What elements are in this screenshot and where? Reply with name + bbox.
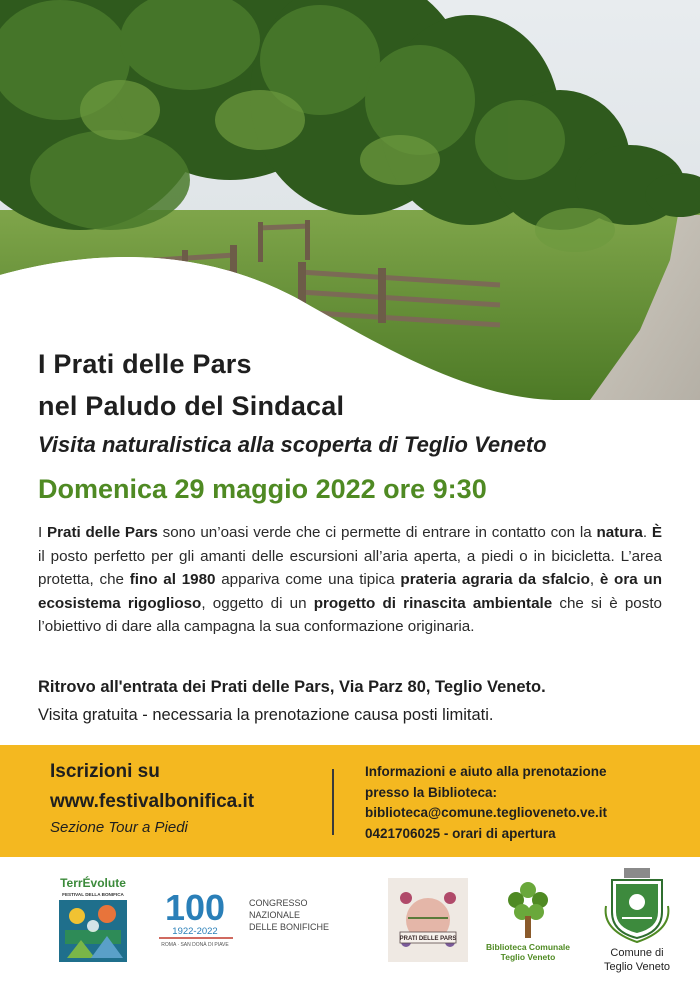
terrevolute-name: TerrÉvolute bbox=[60, 876, 126, 890]
page-subtitle: Visita naturalistica alla scoperta di Teglio Veneto bbox=[38, 432, 547, 457]
congresso-place: ROMA · SAN DONÀ DI PIAVE bbox=[161, 942, 229, 948]
hero-photo bbox=[0, 0, 700, 400]
info-block bbox=[365, 762, 607, 844]
bold-span: Prati delle Pars bbox=[47, 524, 158, 541]
text-span: sono un’oasi verde che ci permette di entrare in contatto con la bbox=[157, 524, 597, 541]
title-line-2: nel Paludo del Sindacal bbox=[38, 391, 345, 421]
logos-row bbox=[0, 862, 700, 990]
landscape-illustration bbox=[0, 0, 700, 400]
registration-block bbox=[50, 761, 254, 836]
bold-span: È bbox=[651, 524, 662, 541]
bold-span: prateria agraria da sfalcio bbox=[400, 571, 590, 588]
info-line-1: Informazioni e aiuto alla prenotazione bbox=[365, 764, 607, 779]
comune-line-2: Teglio Veneto bbox=[603, 961, 671, 973]
prati-delle-pars-logo bbox=[388, 878, 468, 962]
text-span: che si è posto l’obiettivo di dare alla campagna la sua conformazione originaria. bbox=[38, 594, 663, 635]
coat-of-arms-icon bbox=[592, 866, 682, 978]
text-span: il posto perfetto per gli amanti delle escursioni all’aria aperta, a piedi o in bicicletta. L’area protetta, che bbox=[38, 547, 662, 588]
terrevolute-logo bbox=[57, 874, 129, 964]
comune-logo bbox=[592, 866, 682, 978]
text-span: , oggetto di un bbox=[201, 594, 314, 612]
title-line-1: I Prati delle Pars bbox=[38, 349, 252, 379]
text-span: , bbox=[589, 571, 600, 588]
terrevolute-sub: FESTIVAL DELLA BONIFICA bbox=[62, 892, 124, 897]
event-date: Domenica 29 maggio 2022 ore 9:30 bbox=[38, 474, 487, 504]
info-band bbox=[0, 745, 700, 857]
bold-span: è ora un ecosistema rigoglioso bbox=[38, 571, 662, 612]
text-span: appariva come una tipica bbox=[215, 571, 401, 588]
biblioteca-logo bbox=[484, 878, 572, 968]
info-email-link[interactable]: biblioteca@comune.teglioveneto.ve.it bbox=[365, 805, 607, 820]
bold-span: fino al 1980 bbox=[129, 571, 216, 588]
text-span: I bbox=[38, 524, 47, 541]
congresso-icon bbox=[155, 890, 345, 950]
congresso-number: 100 bbox=[164, 890, 226, 928]
text-span: . bbox=[642, 524, 652, 541]
congresso-years: 1922-2022 bbox=[172, 926, 218, 937]
comune-line-1: Comune di bbox=[610, 947, 664, 959]
terrevolute-icon bbox=[57, 874, 129, 964]
prati-delle-pars-icon bbox=[388, 878, 468, 962]
congresso-line-1: CONGRESSO bbox=[249, 898, 308, 908]
free-visit-note: Visita gratuita - necessaria la prenotazione causa posti limitati. bbox=[38, 706, 494, 724]
registration-label: Iscrizioni su bbox=[50, 761, 160, 782]
bold-span: natura bbox=[596, 524, 643, 541]
page-title bbox=[38, 343, 344, 427]
congresso-logo bbox=[155, 890, 345, 950]
band-divider bbox=[332, 769, 334, 835]
biblioteca-line-1: Biblioteca Comunale bbox=[485, 942, 571, 952]
biblioteca-tree-icon bbox=[484, 878, 572, 968]
bold-span: progetto di rinascita ambientale bbox=[313, 594, 553, 612]
description-paragraph bbox=[38, 521, 662, 639]
registration-website-link[interactable]: www.festivalbonifica.it bbox=[50, 791, 255, 812]
info-phone: 0421706025 - orari di apertura bbox=[365, 825, 556, 841]
registration-section: Sezione Tour a Piedi bbox=[50, 819, 188, 836]
info-line-2: presso la Biblioteca: bbox=[365, 784, 498, 800]
prati-label: PRATI DELLE PARS bbox=[399, 936, 457, 942]
biblioteca-line-2: Teglio Veneto bbox=[500, 952, 556, 962]
congresso-line-2: NAZIONALE bbox=[249, 910, 301, 920]
meeting-point: Ritrovo all'entrata dei Prati delle Pars, Via Parz 80, Teglio Veneto. bbox=[38, 678, 546, 696]
congresso-line-3: DELLE BONIFICHE bbox=[249, 922, 330, 932]
